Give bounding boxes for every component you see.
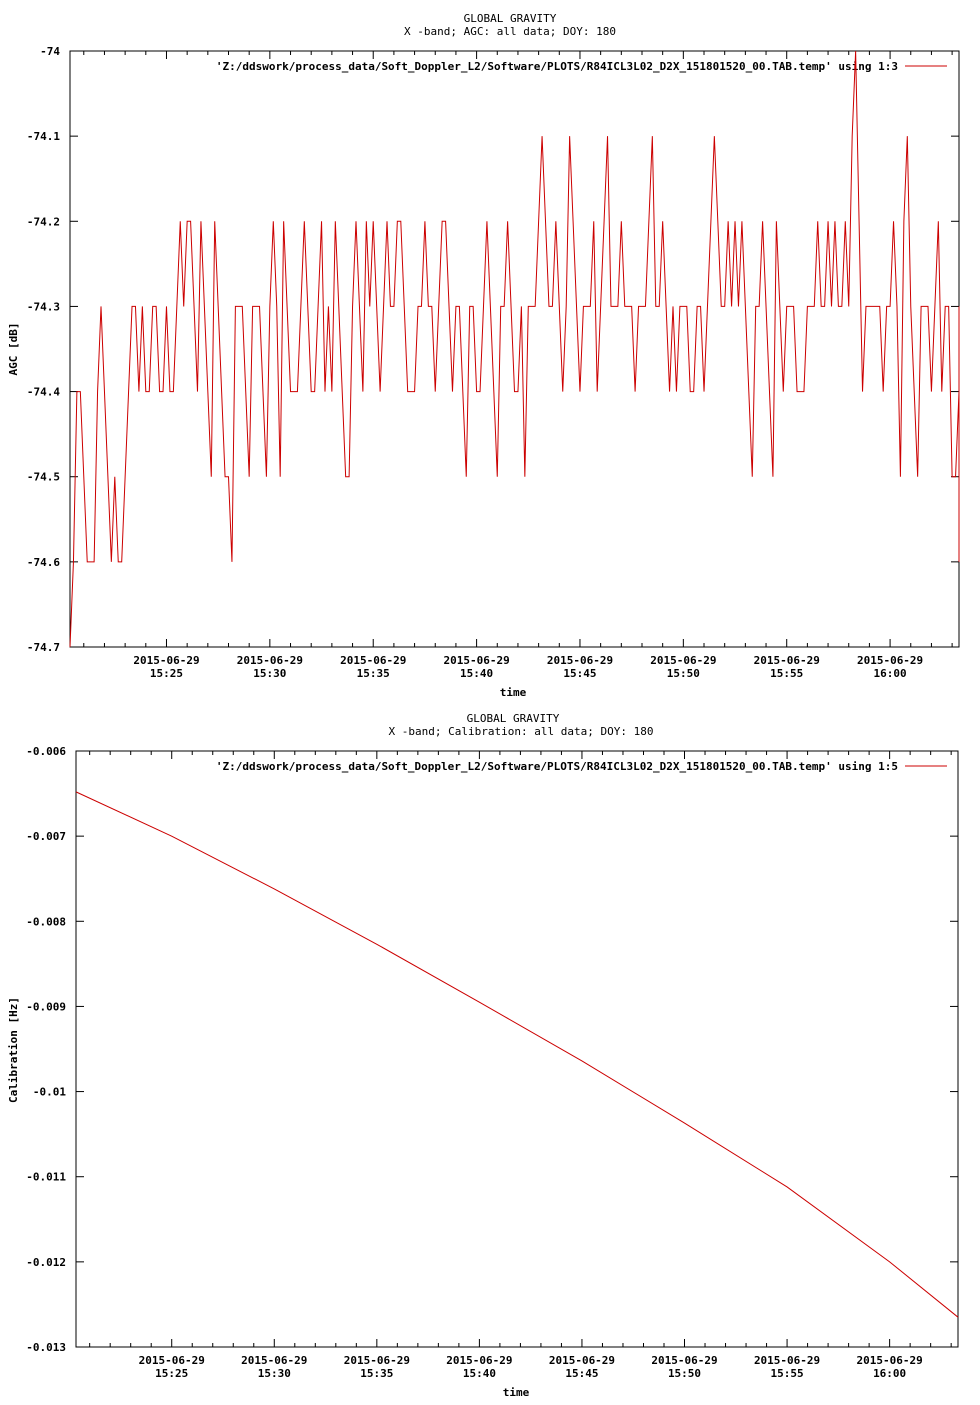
x-tick-time: 15:45 — [565, 1367, 599, 1380]
y-ticks — [27, 45, 959, 654]
x-tick-date: 2015-06-29 — [651, 1354, 718, 1367]
y-tick-label: -0.008 — [26, 915, 66, 929]
x-tick-date: 2015-06-29 — [133, 654, 200, 667]
y-tick-label: -74.6 — [26, 555, 60, 569]
legend-label: 'Z:/ddswork/process_data/Soft_Doppler_L2/Software/PLOTS/R84ICL3L02_D2X_151801520_00.TAB.temp' using 1:3 — [215, 60, 898, 73]
x-tick-time: 15:25 — [155, 1367, 189, 1380]
x-tick-time: 15:30 — [253, 667, 287, 680]
plot-frame — [76, 751, 958, 1347]
x-tick-time: 15:55 — [770, 1367, 804, 1380]
y-tick-label: -0.012 — [26, 1255, 66, 1269]
x-tick-time: 15:25 — [149, 667, 184, 680]
y-ticks — [26, 745, 958, 1354]
x-tick-date: 2015-06-29 — [546, 654, 614, 667]
x-tick-time: 15:50 — [666, 667, 700, 680]
x-tick-date: 2015-06-29 — [340, 654, 407, 667]
y-tick-label: -74 — [40, 45, 60, 58]
x-minor-ticks — [90, 751, 951, 1347]
x-tick-date: 2015-06-29 — [443, 654, 510, 667]
calibration-series-line — [76, 792, 958, 1317]
x-tick-time: 15:55 — [770, 667, 804, 680]
y-axis-label: Calibration [Hz] — [7, 997, 20, 1103]
x-tick-time: 15:40 — [462, 1367, 496, 1380]
y-tick-label: -74.7 — [26, 641, 60, 654]
agc-chart — [7, 12, 959, 699]
x-tick-time: 16:00 — [873, 667, 907, 680]
x-tick-date: 2015-06-29 — [753, 654, 820, 667]
x-tick-date: 2015-06-29 — [446, 1354, 513, 1367]
x-tick-date: 2015-06-29 — [548, 1354, 616, 1367]
y-axis-label: AGC [dB] — [7, 322, 20, 376]
x-tick-date: 2015-06-29 — [241, 1354, 308, 1367]
x-tick-time: 15:40 — [460, 667, 494, 680]
x-axis-label: time — [499, 686, 527, 699]
chart-subtitle: X -band; AGC: all data; DOY: 180 — [404, 25, 616, 38]
x-tick-time: 15:35 — [360, 1367, 394, 1380]
x-tick-time: 16:00 — [873, 1367, 907, 1380]
y-tick-label: -74.4 — [26, 385, 60, 399]
x-tick-date: 2015-06-29 — [343, 1354, 410, 1367]
chart-title: GLOBAL GRAVITY — [463, 12, 557, 25]
x-tick-date: 2015-06-29 — [856, 1354, 923, 1367]
x-tick-time: 15:30 — [257, 1367, 291, 1380]
plot-frame — [70, 51, 959, 647]
y-tick-label: -0.01 — [32, 1085, 66, 1099]
y-tick-label: -74.5 — [26, 470, 60, 484]
y-tick-label: -74.1 — [26, 130, 60, 144]
y-tick-label: -0.007 — [26, 830, 66, 844]
x-ticks — [139, 751, 923, 1380]
x-tick-date: 2015-06-29 — [856, 654, 924, 667]
y-tick-label: -74.2 — [26, 215, 60, 229]
y-tick-label: -0.006 — [26, 745, 66, 758]
x-minor-ticks — [84, 51, 952, 647]
y-tick-label: -0.009 — [26, 1000, 66, 1014]
x-tick-time: 15:35 — [356, 667, 390, 680]
legend-label: 'Z:/ddswork/process_data/Soft_Doppler_L2/Software/PLOTS/R84ICL3L02_D2X_151801520_00.TAB.temp' using 1:5 — [215, 760, 898, 773]
y-tick-label: -0.011 — [26, 1170, 66, 1184]
x-tick-date: 2015-06-29 — [236, 654, 303, 667]
chart-subtitle: X -band; Calibration: all data; DOY: 180 — [388, 725, 654, 738]
chart-title: GLOBAL GRAVITY — [466, 712, 560, 725]
calibration-chart — [7, 712, 958, 1399]
y-tick-label: -74.3 — [26, 300, 60, 314]
x-tick-date: 2015-06-29 — [753, 1354, 821, 1367]
y-tick-label: -0.013 — [26, 1341, 66, 1354]
x-tick-time: 15:50 — [667, 1367, 702, 1380]
x-tick-time: 15:45 — [563, 667, 597, 680]
x-tick-date: 2015-06-29 — [650, 654, 717, 667]
x-axis-label: time — [502, 1386, 530, 1399]
agc-series-line — [70, 51, 959, 647]
x-tick-date: 2015-06-29 — [138, 1354, 205, 1367]
